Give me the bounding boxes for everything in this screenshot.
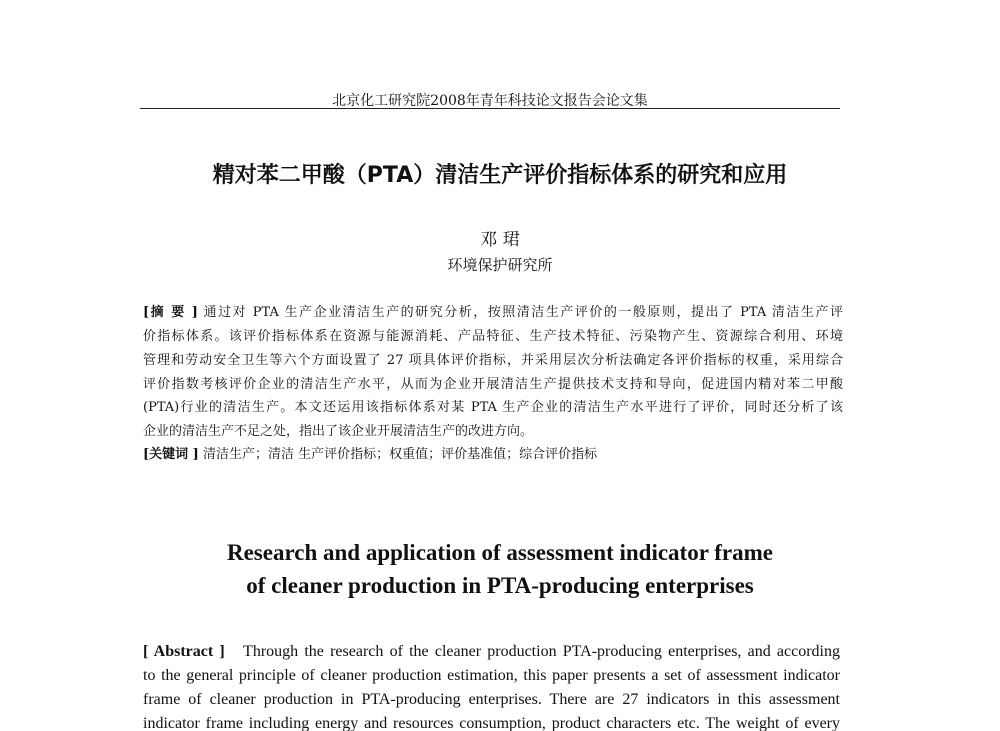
paper-title-en: Research and application of assessment indicator frame xyxy=(226,540,773,565)
keywords-cn: [关键词 ] 清洁生产；清洁 生产评价指标；权重值；评价基准值；综合评价指标 xyxy=(143,447,598,462)
abstract-cn-line: 企业的清洁生产不足之处，指出了该企业开展清洁生产的改进方向。 xyxy=(143,424,534,439)
author: 邓 珺 xyxy=(480,230,520,250)
paper-title-en: of cleaner production in PTA-producing enterprises xyxy=(246,573,754,598)
header-rule xyxy=(140,108,840,109)
keywords-label: [关键词 ] xyxy=(143,447,199,462)
abstract-en-line: [ Abstract ] Through the research of the cleaner production PTA-producing enterprises, and according xyxy=(143,643,841,660)
running-header: 北京化工研究院2008年青年科技论文报告会论文集 xyxy=(332,93,648,109)
paper-title-cn: 精对苯二甲酸（PTA）清洁生产评价指标体系的研究和应用 xyxy=(212,163,788,188)
abstract-en-line: indicator frame including energy and resources consumption, product characters etc. The weight of every xyxy=(143,715,840,731)
abstract-cn-line: 管理和劳动安全卫生等六个方面设置了 27 项具体评价指标，并采用层次分析法确定各评价指标的权重，采用综合 xyxy=(143,353,843,368)
abstract-cn-line: 评价指数考核评价企业的清洁生产水平，从而为企业开展清洁生产提供技术支持和导向，促进国内精对苯二甲酸 xyxy=(143,377,843,392)
abstract-cn-line: [摘 要 ] 通过对 PTA 生产企业清洁生产的研究分析，按照清洁生产评价的一般原则，提出了 PTA 清洁生产评 xyxy=(143,305,843,320)
abstract-en-label: [ Abstract ] xyxy=(143,643,225,660)
abstract-en-line: frame of cleaner production in PTA-producing enterprises. There are 27 indicators in this assessment xyxy=(143,691,840,708)
abstract-cn-line: (PTA)行业的清洁生产。本文还运用该指标体系对某 PTA 生产企业的清洁生产水平进行了评价，同时还分析了该 xyxy=(143,400,843,415)
abstract-cn-label: [摘 要 ] xyxy=(143,305,198,320)
abstract-cn-line: 价指标体系。该评价指标体系在资源与能源消耗、产品特征、生产技术特征、污染物产生、资源综合利用、环境 xyxy=(143,329,843,344)
abstract-en-line: to the general principle of cleaner production estimation, this paper presents a set of assessment indicator xyxy=(143,667,840,684)
affiliation: 环境保护研究所 xyxy=(447,256,553,274)
